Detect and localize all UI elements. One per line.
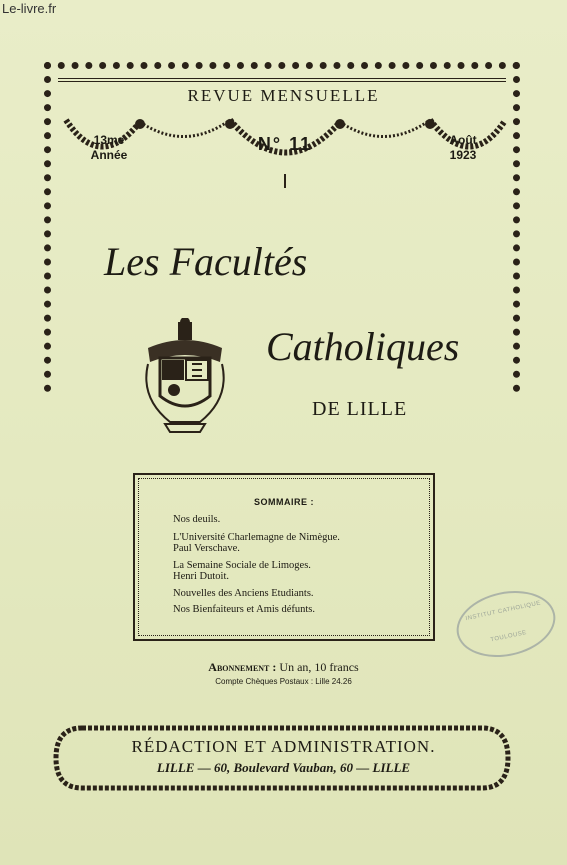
issue-month: Août xyxy=(449,133,477,147)
stamp-bottom: TOULOUSE xyxy=(490,629,528,644)
toc-author: Paul Verschave. xyxy=(173,543,240,554)
redaction-heading: RÉDACTION ET ADMINISTRATION. xyxy=(131,737,436,756)
compte-cheques: Compte Chèques Postaux : Lille 24.26 xyxy=(215,677,352,686)
title-line-3: DE LILLE xyxy=(312,398,408,420)
coat-of-arms-icon xyxy=(140,318,230,438)
address: LILLE — 60, Boulevard Vauban, 60 — LILLE xyxy=(156,760,411,775)
title-line-2: Catholiques xyxy=(266,324,460,369)
stamp-top: INSTITUT CATHOLIQUE xyxy=(465,600,542,623)
toc-item: Nos deuils. xyxy=(173,514,221,525)
watermark: Le-livre.fr xyxy=(2,1,57,16)
library-stamp-text xyxy=(458,589,555,658)
abonnement-value: Un an, 10 francs xyxy=(279,660,359,674)
issue-date xyxy=(438,133,488,163)
abonnement-label: Abonnement : xyxy=(208,660,277,674)
toc-item: La Semaine Sociale de Limoges. xyxy=(173,560,311,571)
annee-number: 13me xyxy=(93,133,125,147)
annee-label: Année xyxy=(90,148,128,162)
toc-item: Nos Bienfaiteurs et Amis défunts. xyxy=(173,604,316,615)
year-volume xyxy=(84,133,134,163)
title-line-1: Les Facultés xyxy=(104,239,308,284)
issue-number: N° 11 xyxy=(257,134,313,154)
issue-year: 1923 xyxy=(449,148,477,162)
cartouche-frame xyxy=(52,724,512,792)
abonnement xyxy=(0,660,567,675)
revue-label: REVUE MENSUELLE xyxy=(187,86,380,105)
toc-item: Nouvelles des Anciens Etudiants. xyxy=(173,588,314,599)
toc-author: Henri Dutoit. xyxy=(173,571,229,582)
sommaire-heading: SOMMAIRE : xyxy=(254,497,314,507)
toc-item: L'Université Charlemagne de Nimègue. xyxy=(173,532,340,543)
